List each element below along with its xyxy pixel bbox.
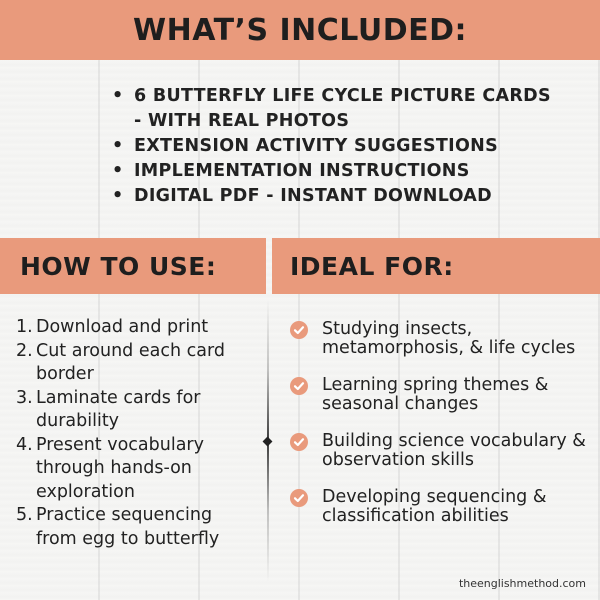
bullet-icon: • [112, 161, 124, 181]
step-number: 4. [16, 434, 33, 455]
step-number: 1. [16, 317, 33, 337]
how-to-use-title: HOW TO USE: [20, 251, 217, 281]
ideal-for-title: IDEAL FOR: [290, 251, 454, 281]
included-item-text: EXTENSION ACTIVITY SUGGESTIONS [134, 136, 498, 156]
step-text: Present vocabulary through hands-on exploration [36, 434, 204, 502]
bullet-icon: • [112, 86, 124, 106]
ideal-for-text: Studying insects, metamorphosis, & life cycles [322, 319, 576, 358]
ideal-for-text: Learning spring themes & seasonal changes [322, 375, 549, 414]
check-circle-icon [290, 321, 308, 339]
divider-diamond-icon [263, 437, 273, 447]
check-circle-icon [290, 489, 308, 507]
ideal-for-text: Building science vocabulary & observation skills [322, 431, 586, 470]
bullet-icon: • [112, 136, 124, 156]
how-to-use-list [16, 316, 256, 551]
how-to-use-step [16, 316, 256, 340]
how-to-use-header [0, 238, 266, 294]
step-number: 5. [16, 505, 33, 525]
step-number: 3. [16, 387, 33, 408]
included-item-text: IMPLEMENTATION INSTRUCTIONS [134, 161, 470, 181]
ideal-for-header [272, 238, 600, 294]
whats-included-title: WHAT’S INCLUDED: [133, 12, 467, 48]
bullet-icon: • [112, 186, 124, 206]
whats-included-header [0, 0, 600, 60]
check-circle-icon [290, 377, 308, 395]
ideal-for-list [290, 320, 590, 544]
included-item [112, 184, 552, 209]
included-item-text: 6 BUTTERFLY LIFE CYCLE PICTURE CARDS - WITH REAL PHOTOS [134, 86, 551, 131]
ideal-for-text: Developing sequencing & classification abilities [322, 487, 547, 526]
step-text: Download and print [36, 317, 209, 337]
how-to-use-step [16, 387, 256, 434]
how-to-use-step [16, 340, 256, 387]
included-list [112, 84, 552, 209]
how-to-use-step [16, 434, 256, 505]
step-text: Cut around each card border [36, 340, 225, 384]
ideal-for-item [290, 320, 590, 358]
included-item [112, 159, 552, 184]
ideal-for-item [290, 376, 590, 414]
ideal-for-item [290, 488, 590, 526]
step-text: Practice sequencing from egg to butterfly [36, 505, 220, 549]
website-credit: theenglishmethod.com [458, 577, 586, 590]
included-item [112, 84, 552, 134]
step-number: 2. [16, 340, 33, 361]
included-item-text: DIGITAL PDF - INSTANT DOWNLOAD [134, 186, 492, 206]
check-circle-icon [290, 433, 308, 451]
step-text: Laminate cards for durability [36, 387, 201, 431]
ideal-for-item [290, 432, 590, 470]
included-item [112, 134, 552, 159]
how-to-use-step [16, 504, 256, 551]
